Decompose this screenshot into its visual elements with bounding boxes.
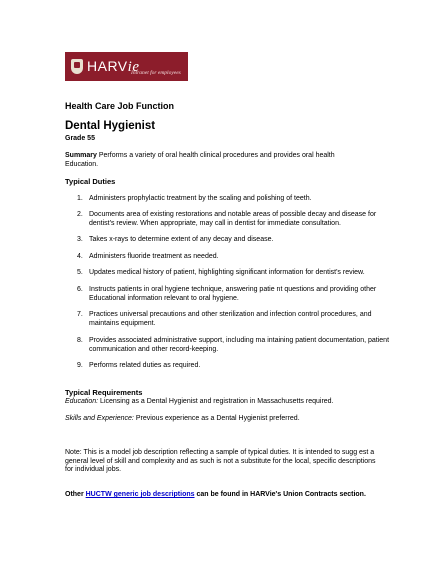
duty-text: Updates medical history of patient, highlighting significant information for dentist's review.: [89, 269, 365, 276]
huctw-descriptions-link[interactable]: HUCTW generic job descriptions: [85, 491, 195, 498]
duty-text: Administers fluoride treatment as needed.: [89, 253, 219, 260]
duty-number: 7.: [77, 311, 83, 318]
duty-text: Takes x-rays to determine extent of any decay and disease.: [89, 236, 274, 243]
duty-text: Administers prophylactic treatment by the scaling and polishing of teeth.: [89, 195, 312, 202]
job-title: Dental Hygienist: [65, 120, 156, 132]
duty-text: Documents area of existing restorations and notable areas of possible decay and disease for dentist's review. When appropriate, may call in dentist for immediate consultation.: [89, 211, 377, 227]
summary-paragraph: [65, 152, 355, 169]
summary-text: Performs a variety of oral health clinical procedures and provides oral health Education.: [65, 152, 335, 168]
skills-label: Skills and Experience:: [65, 415, 134, 422]
skills-text: Previous experience as a Dental Hygienist preferred.: [135, 415, 300, 422]
duty-number: 5.: [77, 269, 83, 276]
other-prefix: Other: [65, 491, 86, 498]
other-suffix: can be found in HARVie's Union Contracts section.: [194, 491, 366, 498]
duty-number: 8.: [77, 337, 83, 344]
typical-duties-heading: Typical Duties: [65, 177, 116, 186]
duty-text: Performs related duties as required.: [89, 362, 201, 369]
duty-number: 9.: [77, 362, 83, 369]
education-label: Education:: [65, 398, 99, 405]
summary-label: Summary: [65, 152, 97, 159]
duty-number: 1.: [77, 195, 83, 202]
education-text: Licensing as a Dental Hygienist and registration in Massachusetts required.: [100, 398, 334, 405]
skills-line: [65, 415, 300, 424]
logo-wordmark: HARVie: [87, 58, 140, 75]
duty-text: Practices universal precautions and other sterilization and infection control procedures, and maintains equipment.: [89, 311, 372, 327]
duty-number: 3.: [77, 236, 83, 243]
logo-tagline: Intranet for employees: [131, 70, 181, 76]
harvie-logo[interactable]: [65, 52, 188, 81]
typical-requirements-heading: Typical Requirements: [65, 388, 143, 397]
job-function-heading: Health Care Job Function: [65, 101, 175, 111]
duty-number: 6.: [77, 286, 83, 293]
job-grade: Grade 55: [65, 135, 95, 142]
note-paragraph: Note: This is a model job description reflecting a sample of typical duties. It is intended to sugg est a general level of skill and complexity and as such is not a substitute for the local, specific descriptions for individual jobs.: [65, 449, 376, 474]
other-descriptions-line: [65, 491, 366, 500]
duty-text: Instructs patients in oral hygiene technique, answering patie nt questions and providing other Educational information relevant to oral hygiene.: [89, 286, 377, 302]
duty-number: 2.: [77, 211, 83, 218]
education-line: [65, 398, 334, 407]
harvard-shield-icon: [71, 59, 83, 74]
duty-text: Provides associated administrative support, including ma intaining patient documentation, patient communication and other record-keeping.: [89, 337, 390, 353]
duty-number: 4.: [77, 253, 83, 260]
